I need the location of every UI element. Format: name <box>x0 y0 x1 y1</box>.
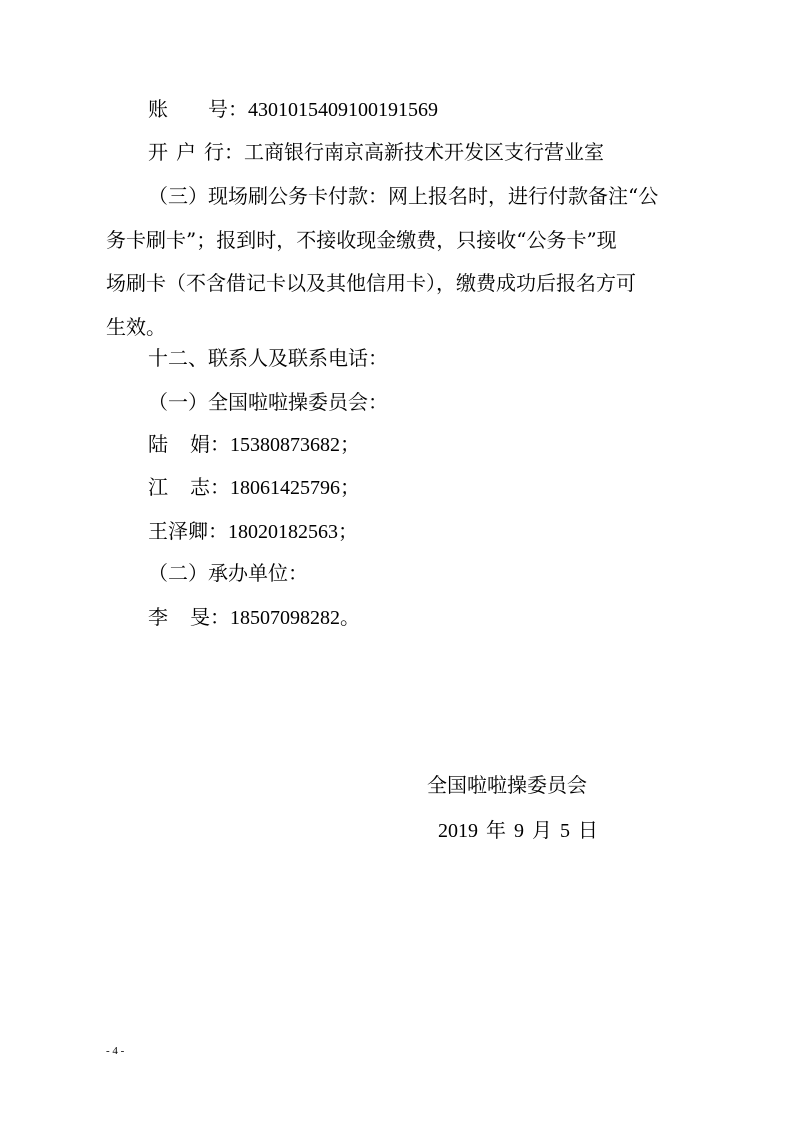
account-number: 4301015409100191569 <box>248 99 438 121</box>
card-payment-line-3: 场刷卡（不含借记卡以及其他信用卡），缴费成功后报名方可 <box>106 271 636 295</box>
bank-label-char1: 开 <box>148 140 168 164</box>
organizer-phone: 18507098282。 <box>230 607 360 629</box>
organizer-name-char2: 旻： <box>190 605 230 629</box>
contact-name-char1: 陆 <box>148 432 168 456</box>
organizer-name-char1: 李 <box>148 605 168 629</box>
bank-name: 工商银行南京高新技术开发区支行营业室 <box>244 140 604 164</box>
organizer-heading: （二）承办单位： <box>148 561 308 585</box>
bank-label-char3: 行： <box>204 140 244 164</box>
card-payment-line-1: （三）现场刷公务卡付款：网上报名时，进行付款备注“公 <box>148 184 659 208</box>
committee-heading: （一）全国啦啦操委员会： <box>148 390 388 414</box>
card-payment-line-4: 生效。 <box>106 315 166 339</box>
contact-row <box>148 519 358 544</box>
contact-row <box>148 432 360 457</box>
contact-row <box>148 475 360 500</box>
organizer-contact-row <box>148 605 360 630</box>
bank-line <box>148 140 604 164</box>
signature-day: 5 <box>560 820 570 842</box>
contacts-heading: 十二、联系人及联系电话： <box>148 346 388 370</box>
contact-phone: 18020182563； <box>228 521 358 543</box>
bank-label-char2: 户 <box>176 140 196 164</box>
contact-name-char1: 江 <box>148 475 168 499</box>
signature-org: 全国啦啦操委员会 <box>427 773 587 797</box>
account-line <box>148 97 438 122</box>
contact-name-char2: 娟： <box>190 432 230 456</box>
signature-year: 2019 <box>438 820 478 842</box>
signature-month: 9 <box>514 820 524 842</box>
account-label-char1: 账 <box>148 97 168 121</box>
signature-date <box>438 818 598 843</box>
page-number: - 4 - <box>106 1045 125 1057</box>
contact-name: 王泽卿： <box>148 519 228 543</box>
card-payment-line-2: 务卡刷卡”；报到时，不接收现金缴费，只接收“公务卡”现 <box>106 228 617 252</box>
signature-day-unit: 日 <box>578 818 598 842</box>
account-label-char2: 号： <box>208 97 248 121</box>
signature-year-unit: 年 <box>486 818 506 842</box>
contact-phone: 18061425796； <box>230 477 360 499</box>
contact-phone: 15380873682； <box>230 434 360 456</box>
signature-month-unit: 月 <box>532 818 552 842</box>
contact-name-char2: 志： <box>190 475 230 499</box>
